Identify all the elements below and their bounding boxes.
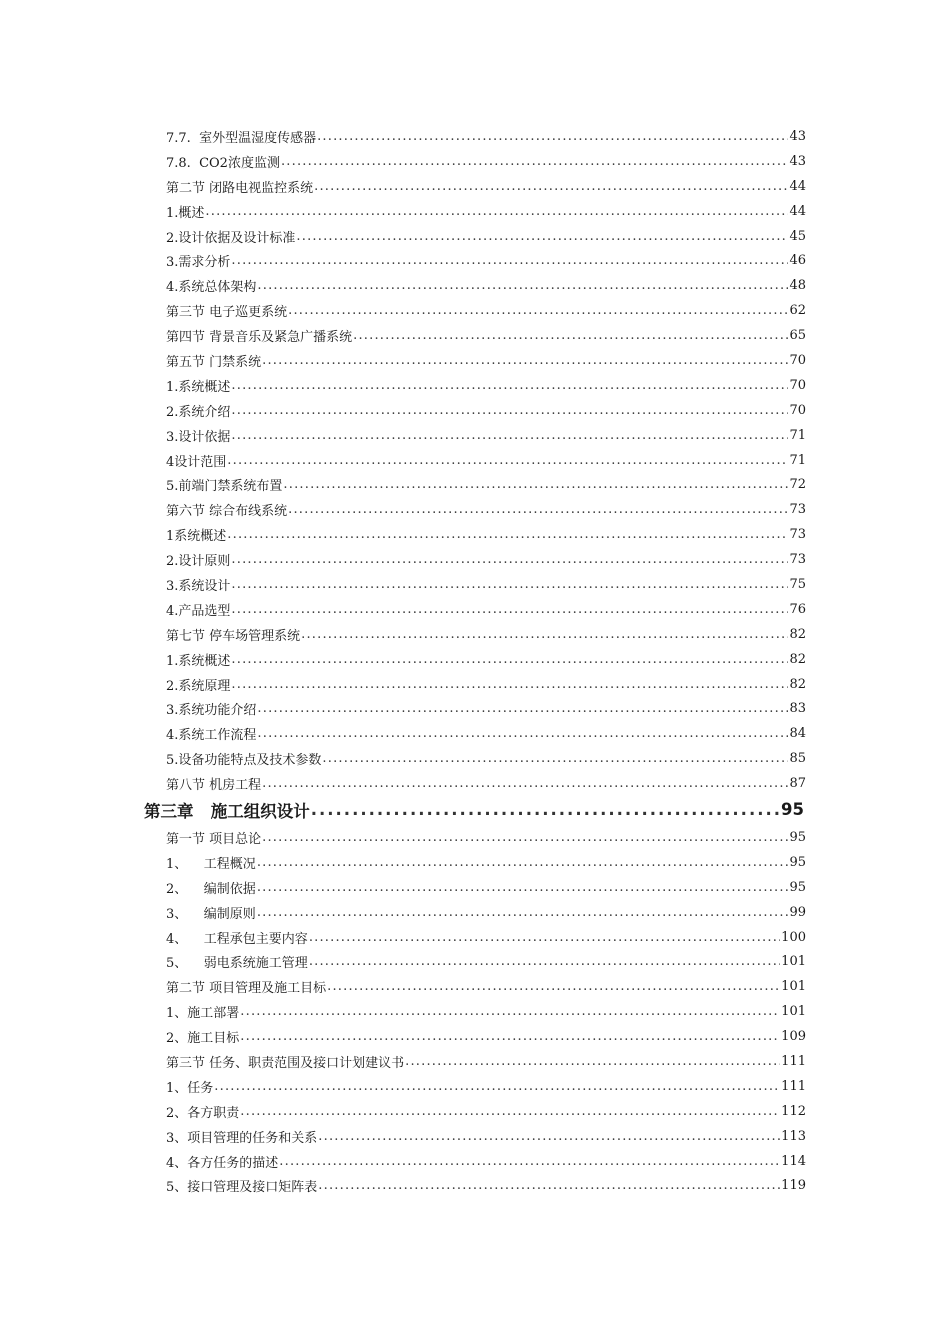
toc-entry[interactable] — [0, 999, 950, 1024]
toc-entry[interactable] — [0, 950, 950, 975]
toc-entry-label: 7.7. 室外型温湿度传感器 — [166, 130, 317, 146]
toc-entry-label: 第一节 项目总论 — [166, 831, 262, 847]
dot-leader — [311, 800, 780, 819]
dot-leader — [288, 502, 788, 517]
toc-entry-page: 83 — [789, 701, 806, 717]
toc-entry-label: 5、 弱电系统施工管理 — [166, 956, 308, 972]
toc-entry-label: 第五节 门禁系统 — [166, 354, 262, 370]
dot-leader — [318, 1178, 780, 1193]
toc-entry-page: 43 — [789, 128, 806, 144]
toc-section[interactable] — [0, 174, 950, 199]
toc-entry-label: 第三节 任务、职责范围及接口计划建议书 — [166, 1056, 405, 1071]
dot-leader — [317, 129, 788, 144]
toc-entry-page: 72 — [789, 477, 806, 493]
dot-leader — [283, 477, 788, 492]
toc-entry-page: 62 — [789, 303, 806, 319]
toc-entry[interactable] — [0, 647, 950, 672]
toc-section[interactable] — [0, 622, 950, 647]
toc-entry[interactable] — [0, 273, 950, 298]
dot-leader — [309, 954, 780, 969]
toc-entry-label: 1系统概述 — [166, 529, 227, 545]
toc-entry-page: 111 — [781, 1054, 806, 1069]
toc-entry[interactable] — [0, 224, 950, 249]
dot-leader — [240, 1004, 780, 1019]
toc-entry-label: 第四节 背景音乐及紧急广播系统 — [166, 330, 353, 346]
toc-entry-page: 70 — [789, 377, 806, 393]
toc-entry-label: 第七节 停车场管理系统 — [166, 628, 301, 644]
dot-leader — [205, 204, 788, 219]
toc-entry-label: 2、施工目标 — [166, 1031, 240, 1047]
toc-entry-page: 82 — [789, 676, 806, 692]
toc-entry-page: 95 — [789, 879, 806, 895]
toc-entry[interactable] — [0, 423, 950, 448]
toc-entry-label: 3.设计依据 — [166, 429, 231, 445]
table-of-contents — [0, 124, 950, 1198]
toc-section[interactable] — [0, 771, 950, 796]
toc-entry-page: 109 — [781, 1029, 806, 1045]
toc-entry-page: 82 — [789, 626, 806, 642]
toc-section[interactable] — [0, 1049, 950, 1074]
toc-entry[interactable] — [0, 124, 950, 149]
toc-entry-label: 4、 工程承包主要内容 — [166, 931, 308, 947]
toc-entry[interactable] — [0, 448, 950, 473]
dot-leader — [257, 701, 788, 716]
toc-entry-page: 73 — [789, 552, 806, 568]
toc-entry[interactable] — [0, 149, 950, 174]
toc-section[interactable] — [0, 298, 950, 323]
toc-entry-label: 4.产品选型 — [166, 603, 231, 619]
toc-entry-label: 1、 工程概况 — [166, 856, 256, 872]
toc-entry-page: 65 — [789, 328, 806, 344]
toc-entry[interactable] — [0, 597, 950, 622]
toc-entry[interactable] — [0, 1074, 950, 1099]
toc-section[interactable] — [0, 323, 950, 348]
dot-leader — [257, 278, 788, 293]
toc-section[interactable] — [0, 825, 950, 850]
toc-entry[interactable] — [0, 1149, 950, 1174]
dot-leader — [240, 1029, 780, 1044]
toc-entry[interactable] — [0, 746, 950, 771]
toc-entry-label: 第二节 项目管理及施工目标 — [166, 981, 327, 997]
toc-entry-page: 100 — [781, 929, 806, 945]
dot-leader — [327, 979, 780, 994]
toc-entry[interactable] — [0, 850, 950, 875]
toc-entry-page: 95 — [789, 829, 806, 845]
dot-leader — [262, 830, 788, 845]
dot-leader — [279, 1154, 780, 1169]
dot-leader — [231, 602, 788, 617]
dot-leader — [314, 179, 788, 194]
toc-entry[interactable] — [0, 1024, 950, 1049]
toc-entry[interactable] — [0, 1124, 950, 1149]
toc-entry-label: 3、 编制原则 — [166, 906, 256, 922]
toc-entry-label: 1、施工部署 — [166, 1006, 240, 1022]
toc-section[interactable] — [0, 497, 950, 522]
toc-entry[interactable] — [0, 925, 950, 950]
dot-leader — [262, 353, 788, 368]
dot-leader — [309, 930, 780, 945]
toc-entry[interactable] — [0, 672, 950, 697]
toc-entry-label: 5、接口管理及接口矩阵表 — [166, 1180, 318, 1196]
dot-leader — [240, 1104, 780, 1119]
dot-leader — [257, 880, 789, 895]
dot-leader — [227, 527, 788, 542]
toc-entry-page: 114 — [781, 1153, 806, 1169]
toc-entry-label: 第六节 综合布线系统 — [166, 504, 288, 520]
toc-entry-page: 112 — [781, 1103, 806, 1119]
toc-entry-label: 第三节 电子巡更系统 — [166, 305, 288, 321]
dot-leader — [231, 677, 788, 692]
toc-entry-page: 101 — [781, 979, 806, 995]
toc-entry-page: 113 — [781, 1128, 806, 1144]
toc-entry-label: 3、项目管理的任务和关系 — [166, 1130, 318, 1146]
toc-entry-page: 73 — [789, 502, 806, 518]
toc-entry-page: 73 — [789, 527, 806, 543]
dot-leader — [322, 751, 788, 766]
toc-entry-label: 1.系统概述 — [166, 653, 231, 669]
toc-entry-page: 87 — [789, 776, 806, 792]
toc-entry[interactable] — [0, 373, 950, 398]
toc-entry[interactable] — [0, 547, 950, 572]
dot-leader — [405, 1054, 780, 1069]
toc-entry-label: 1.概述 — [166, 205, 205, 221]
dot-leader — [214, 1079, 780, 1094]
toc-entry-page: 82 — [789, 651, 806, 667]
dot-leader — [231, 577, 788, 592]
dot-leader — [353, 328, 788, 343]
dot-leader — [318, 1129, 780, 1144]
toc-entry-page: 71 — [789, 452, 806, 468]
toc-entry[interactable] — [0, 572, 950, 597]
toc-entry[interactable] — [0, 248, 950, 273]
toc-entry-page: 46 — [789, 253, 806, 269]
toc-entry-label: 第八节 机房工程 — [166, 778, 262, 794]
dot-leader — [231, 403, 788, 418]
toc-entry[interactable] — [0, 398, 950, 423]
toc-entry-page: 101 — [781, 1004, 806, 1020]
toc-chapter-label: 第三章 施工组织设计 — [144, 801, 310, 821]
toc-entry-page: 70 — [789, 402, 806, 418]
dot-leader — [281, 154, 789, 169]
dot-leader — [231, 428, 788, 443]
toc-entry-label: 第二节 闭路电视监控系统 — [166, 180, 314, 196]
toc-entry-label: 5.设备功能特点及技术参数 — [166, 753, 322, 769]
toc-entry-label: 2.设计原则 — [166, 554, 231, 570]
toc-entry-label: 2.系统原理 — [166, 678, 231, 694]
toc-entry-label: 3.需求分析 — [166, 255, 231, 271]
toc-chapter-page: 95 — [781, 800, 804, 820]
dot-leader — [262, 776, 788, 791]
toc-entry-page: 44 — [789, 203, 806, 219]
dot-leader — [296, 229, 788, 244]
toc-entry-page: 45 — [789, 228, 806, 244]
toc-entry-label: 4.系统总体架构 — [166, 280, 257, 296]
toc-entry-label: 4、各方任务的描述 — [166, 1155, 279, 1171]
toc-section[interactable] — [0, 974, 950, 999]
toc-entry[interactable] — [0, 1099, 950, 1124]
toc-entry-label: 2.系统介绍 — [166, 404, 231, 420]
toc-entry[interactable] — [0, 199, 950, 224]
dot-leader — [231, 552, 788, 567]
toc-entry-page: 76 — [789, 601, 806, 617]
toc-entry-page: 75 — [789, 576, 806, 592]
dot-leader — [257, 855, 789, 870]
toc-entry[interactable] — [0, 696, 950, 721]
dot-leader — [257, 905, 789, 920]
dot-leader — [288, 303, 788, 318]
dot-leader — [231, 652, 788, 667]
toc-entry-label: 4设计范围 — [166, 454, 227, 470]
toc-entry-label: 2.设计依据及设计标准 — [166, 230, 296, 246]
dot-leader — [257, 726, 788, 741]
toc-chapter[interactable] — [0, 796, 950, 823]
toc-entry-label: 4.系统工作流程 — [166, 728, 257, 744]
toc-entry-page: 119 — [781, 1178, 806, 1194]
toc-entry-page: 71 — [789, 427, 806, 443]
toc-entry-page: 84 — [789, 726, 806, 742]
toc-entry-page: 48 — [789, 278, 806, 294]
toc-entry-label: 1、任务 — [166, 1080, 214, 1096]
dot-leader — [231, 253, 788, 268]
toc-entry[interactable] — [0, 472, 950, 497]
dot-leader — [231, 378, 788, 393]
toc-entry[interactable] — [0, 721, 950, 746]
toc-entry-label: 5.前端门禁系统布置 — [166, 479, 283, 495]
toc-entry-page: 43 — [789, 153, 806, 169]
toc-entry[interactable] — [0, 875, 950, 900]
toc-entry[interactable] — [0, 522, 950, 547]
toc-entry-label: 7.8. CO2浓度监测 — [166, 155, 280, 171]
toc-entry-page: 101 — [781, 954, 806, 970]
toc-entry-page: 111 — [781, 1078, 806, 1094]
dot-leader — [227, 453, 788, 468]
toc-entry-page: 44 — [789, 178, 806, 194]
toc-section[interactable] — [0, 348, 950, 373]
toc-entry-label: 3.系统设计 — [166, 578, 231, 594]
toc-entry-label: 2、各方职责 — [166, 1105, 240, 1121]
toc-entry-page: 85 — [789, 751, 806, 767]
toc-entry-label: 1.系统概述 — [166, 379, 231, 395]
toc-entry-page: 99 — [789, 904, 806, 920]
toc-entry-label: 2、 编制依据 — [166, 881, 256, 897]
dot-leader — [301, 627, 788, 642]
toc-entry[interactable] — [0, 900, 950, 925]
toc-entry-page: 95 — [789, 854, 806, 870]
toc-entry[interactable] — [0, 1174, 950, 1199]
toc-entry-page: 70 — [789, 352, 806, 368]
toc-entry-label: 3.系统功能介绍 — [166, 703, 257, 719]
